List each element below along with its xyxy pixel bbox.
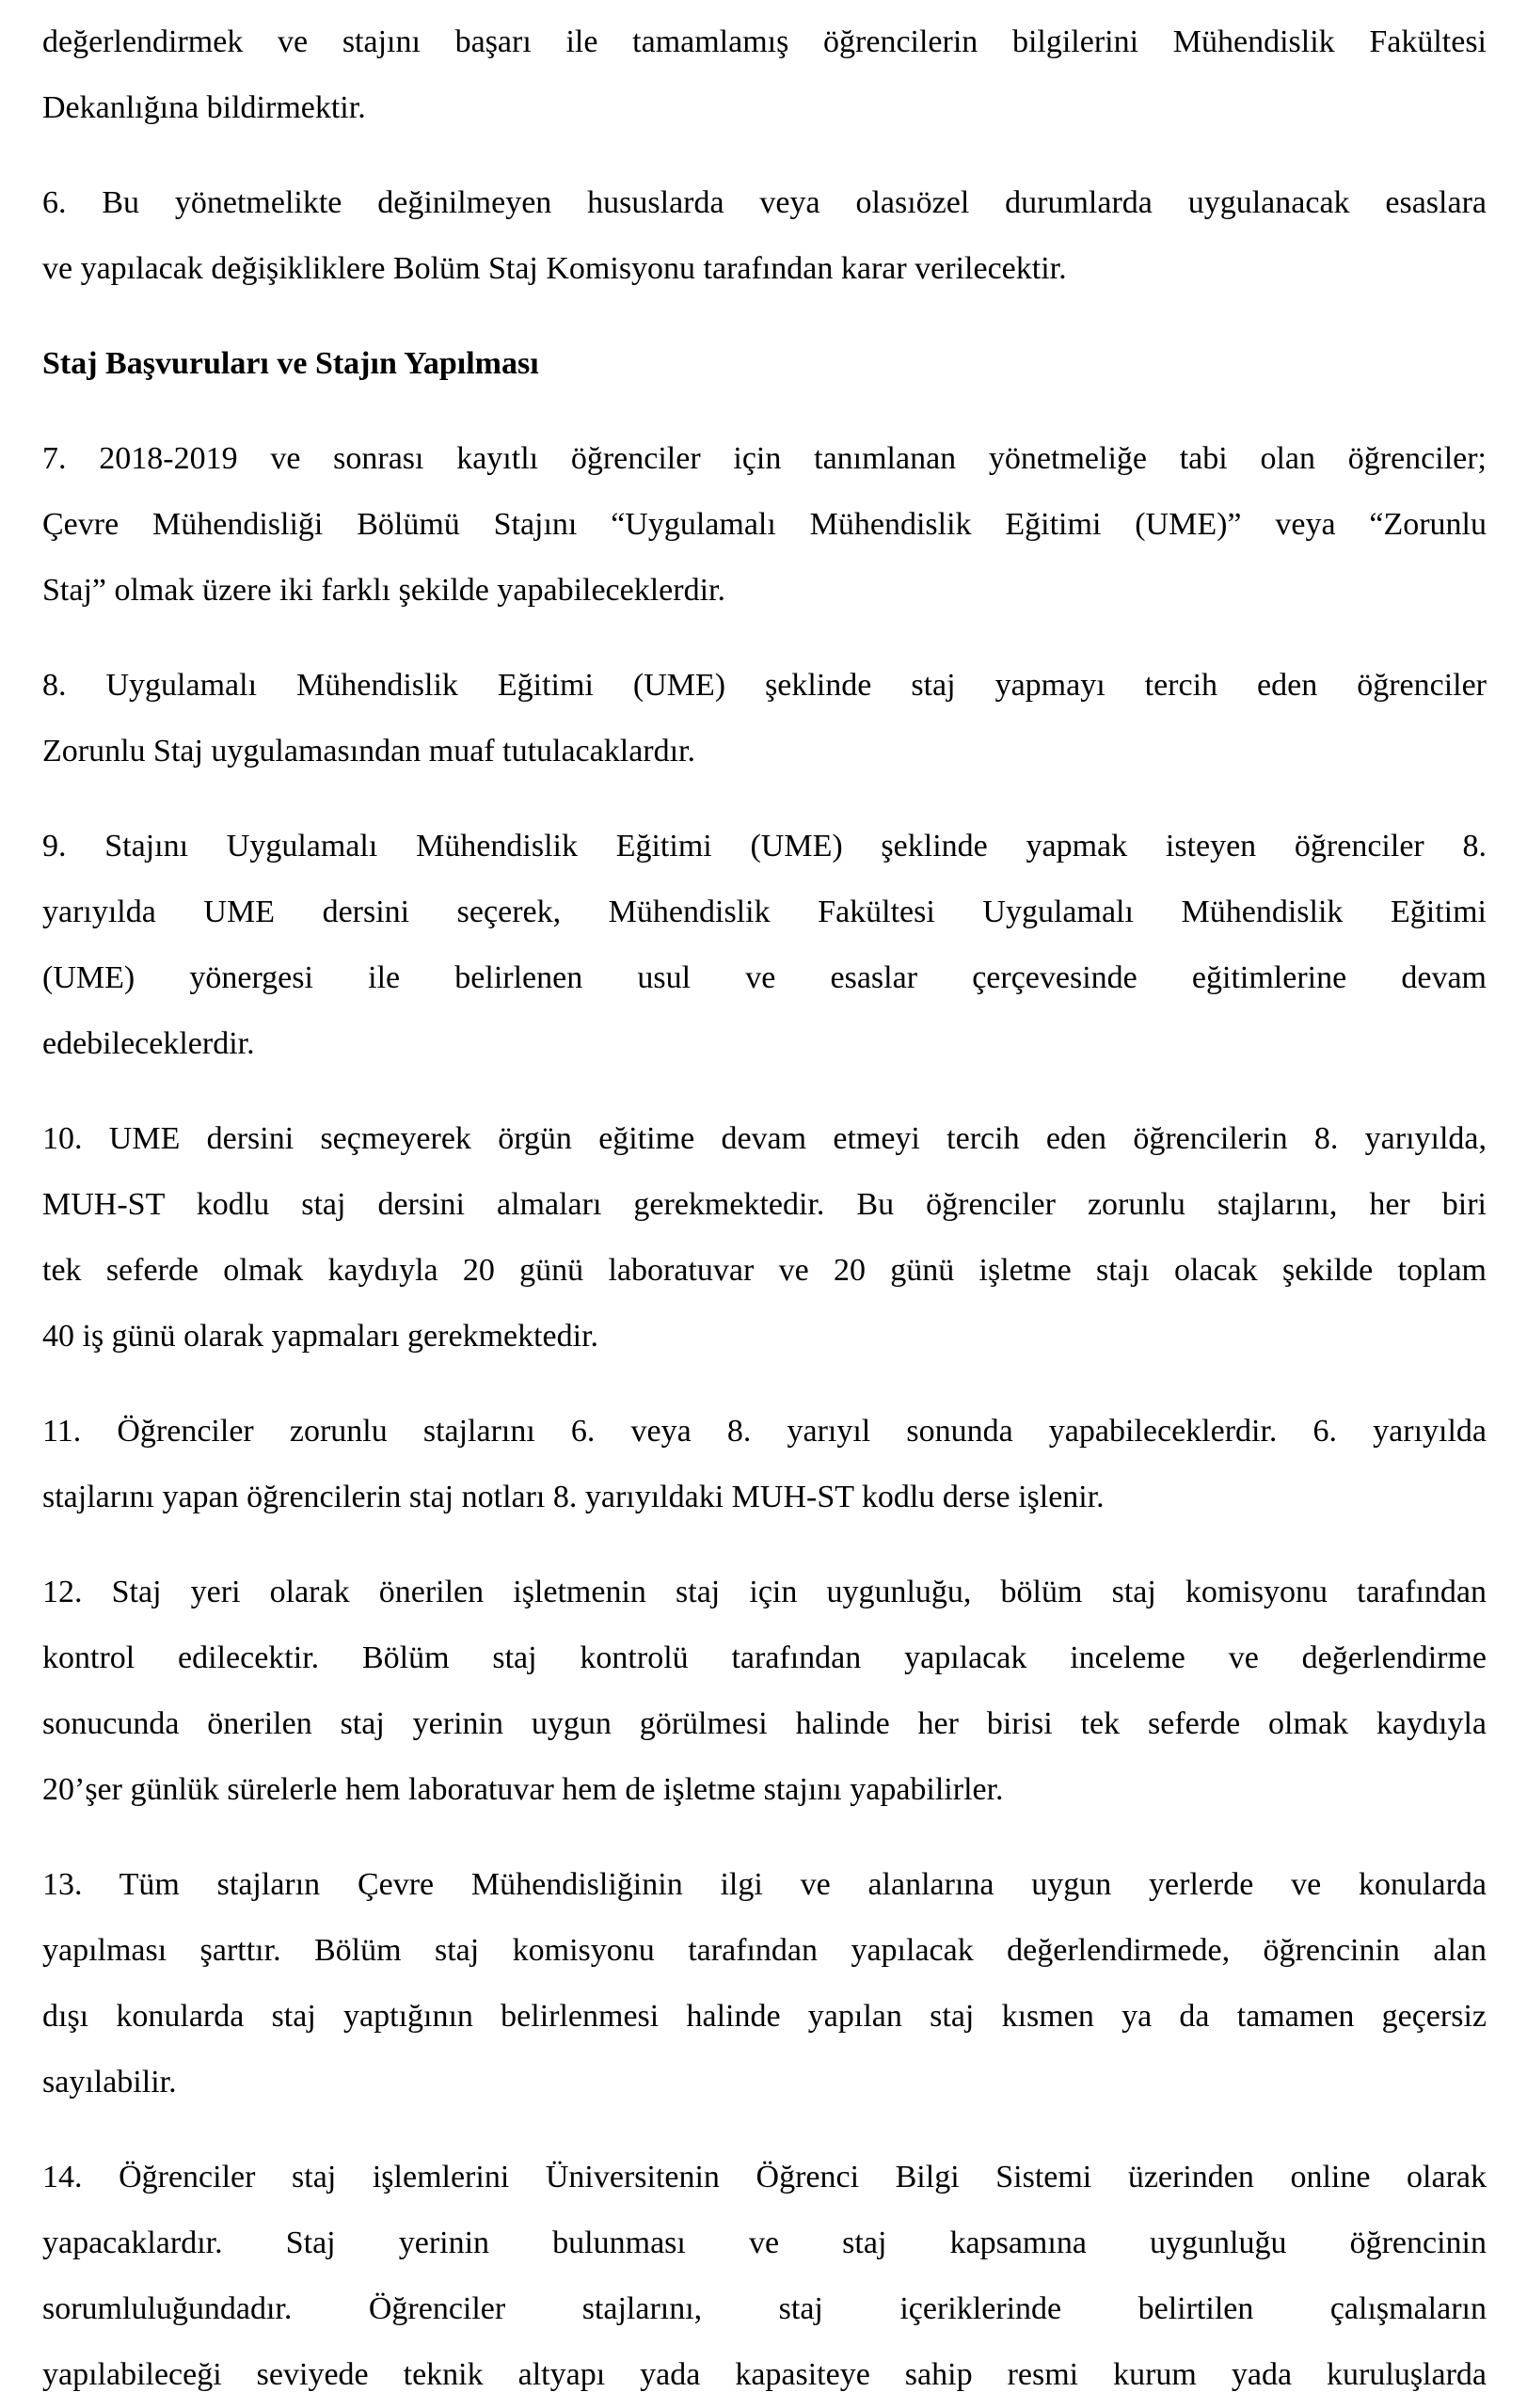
text-line: 6. Bu yönetmelikte değinilmeyen hususlarda veya olasıözel durumlarda uygulanacak esaslara: [42, 185, 1487, 220]
text-line: 12. Staj yeri olarak önerilen işletmenin staj için uygunluğu, bölüm staj komisyonu tarafından: [42, 1575, 1487, 1609]
text-line: edebileceklerdir.: [42, 1026, 255, 1061]
text-line: sayılabilir.: [42, 2065, 177, 2099]
section-heading-text: Staj Başvuruları ve Stajın Yapılması: [42, 346, 539, 381]
text-line: 20’şer günlük sürelerle hem laboratuvar hem de işletme stajını yapabilirler.: [42, 1772, 1004, 1807]
text-line: Zorunlu Staj uygulamasından muaf tutulacaklardır.: [42, 734, 695, 768]
text-line: yapacaklardır. Staj yerinin bulunması ve staj kapsamına uygunluğu öğrencinin: [42, 2226, 1487, 2260]
text-line: yapılması şarttır. Bölüm staj komisyonu tarafından yapılacak değerlendirmede, öğrencinin alan: [42, 1933, 1487, 1968]
paragraph-8: [42, 653, 1487, 784]
paragraph-continuation: [42, 9, 1487, 141]
text-line: sorumluluğundadır. Öğrenciler stajlarını, staj içeriklerinde belirtilen çalışmaların: [42, 2291, 1487, 2326]
paragraph-10: [42, 1106, 1487, 1370]
text-line: ve yapılacak değişikliklere Bolüm Staj Komisyonu tarafından karar verilecektir.: [42, 251, 1067, 286]
heading-staj-basvurulari: [42, 331, 1487, 397]
paragraph-6: [42, 170, 1487, 302]
text-line: stajlarını yapan öğrencilerin staj notları 8. yarıyıldaki MUH-ST kodlu derse işlenir.: [42, 1480, 1105, 1514]
paragraph-13: [42, 1852, 1487, 2115]
paragraph-14: [42, 2145, 1487, 2408]
text-line: 11. Öğrenciler zorunlu stajlarını 6. veya 8. yarıyıl sonunda yapabileceklerdir. 6. yarıyılda: [42, 1414, 1487, 1449]
document-body: [42, 9, 1487, 2408]
text-line: yarıyılda UME dersini seçerek, Mühendislik Fakültesi Uygulamalı Mühendislik Eğitimi: [42, 895, 1487, 929]
text-line: kontrol edilecektir. Bölüm staj kontrolü tarafından yapılacak inceleme ve değerlendirme: [42, 1640, 1487, 1675]
paragraph-11: [42, 1399, 1487, 1530]
text-line: dışı konularda staj yaptığının belirlenmesi halinde yapılan staj kısmen ya da tamamen geçersiz: [42, 1999, 1487, 2034]
text-line: 8. Uygulamalı Mühendislik Eğitimi (UME) şeklinde staj yapmayı tercih eden öğrenciler: [42, 668, 1487, 703]
text-line: 9. Stajını Uygulamalı Mühendislik Eğitimi (UME) şeklinde yapmak isteyen öğrenciler 8.: [42, 829, 1487, 863]
text-line: 7. 2018-2019 ve sonrası kayıtlı öğrenciler için tanımlanan yönetmeliğe tabi olan öğrenciler;: [42, 441, 1487, 476]
text-line: Staj” olmak üzere iki farklı şekilde yapabileceklerdir.: [42, 573, 725, 608]
text-line: tek seferde olmak kaydıyla 20 günü laboratuvar ve 20 günü işletme stajı olacak şekilde toplam: [42, 1253, 1487, 1288]
text-line: (UME) yönergesi ile belirlenen usul ve esaslar çerçevesinde eğitimlerine devam: [42, 960, 1487, 995]
text-line: sonucunda önerilen staj yerinin uygun görülmesi halinde her birisi tek seferde olmak kaydıyla: [42, 1706, 1487, 1741]
text-line: değerlendirmek ve stajını başarı ile tamamlamış öğrencilerin bilgilerini Mühendislik Fakültesi: [42, 24, 1487, 59]
text-line: 14. Öğrenciler staj işlemlerini Üniversitenin Öğrenci Bilgi Sistemi üzerinden online olarak: [42, 2160, 1487, 2194]
paragraph-7: [42, 426, 1487, 624]
text-line: 13. Tüm stajların Çevre Mühendisliğinin ilgi ve alanlarına uygun yerlerde ve konularda: [42, 1867, 1487, 1902]
text-line: Çevre Mühendisliği Bölümü Stajını “Uygulamalı Mühendislik Eğitimi (UME)” veya “Zorunlu: [42, 507, 1487, 542]
text-line: 10. UME dersini seçmeyerek örgün eğitime devam etmeyi tercih eden öğrencilerin 8. yarıyılda,: [42, 1121, 1487, 1156]
text-line: yapılabileceği seviyede teknik altyapı yada kapasiteye sahip resmi kurum yada kuruluşlarda: [42, 2357, 1487, 2392]
paragraph-12: [42, 1560, 1487, 1823]
text-line: Dekanlığına bildirmektir.: [42, 90, 366, 125]
paragraph-9: [42, 814, 1487, 1077]
text-line: 40 iş günü olarak yapmaları gerekmektedir.: [42, 1319, 599, 1354]
text-line: MUH-ST kodlu staj dersini almaları gerekmektedir. Bu öğrenciler zorunlu stajlarını, her biri: [42, 1187, 1487, 1222]
